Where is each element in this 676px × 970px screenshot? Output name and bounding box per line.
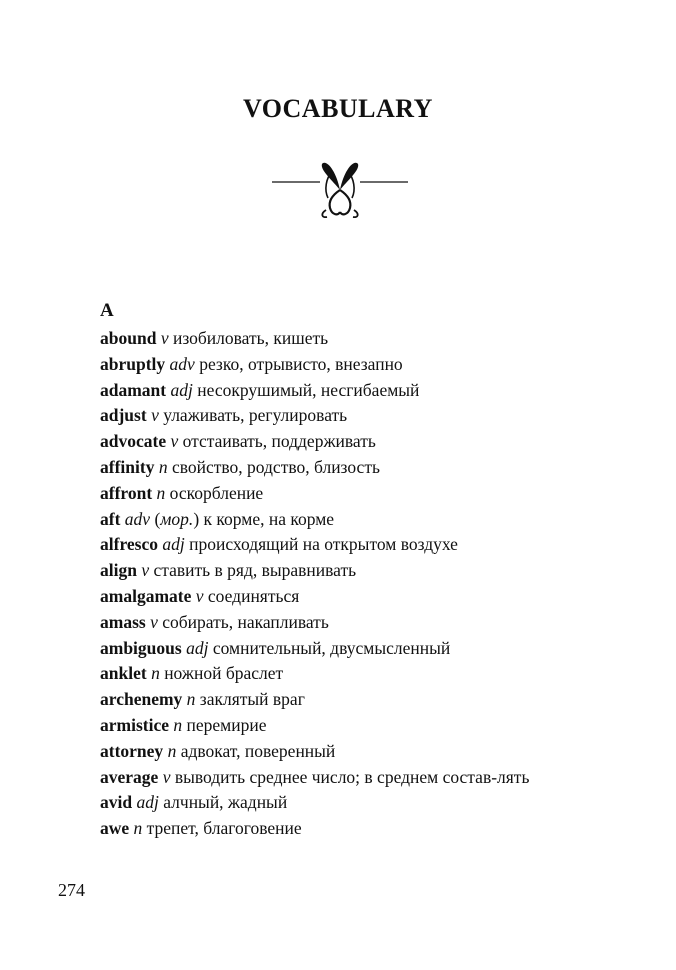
entry-word: archenemy [100,689,183,710]
vocabulary-entry [100,507,600,533]
vocabulary-entry [100,584,600,610]
vocabulary-list [100,326,600,842]
floral-ornament-icon [270,160,410,220]
entry-word: advocate [100,431,167,452]
entry-pos: v [170,431,179,452]
vocabulary-entry [100,636,600,662]
entry-word: armistice [100,714,169,735]
entry-word: attorney [100,740,164,761]
entry-translation: трепет, благоговение [146,818,302,839]
entry-translation: резко, отрывисто, внезапно [199,353,403,374]
entry-pos: v [160,328,169,348]
entry-pos: adj [136,792,159,813]
page-title: VOCABULARY [243,94,433,123]
entry-note-close: ) [193,508,200,529]
entry-note: мор. [160,508,194,529]
entry-word: abound [100,328,157,348]
entry-pos: n [133,818,143,839]
entry-translation: отстаивать, поддерживать [182,431,376,452]
entry-pos: adv [124,508,151,529]
entry-pos: n [173,714,183,735]
entry-word: affront [100,482,153,503]
vocabulary-entry [100,532,600,558]
entry-pos: v [162,766,171,787]
entry-word: amalgamate [100,585,192,606]
entry-word: aft [100,508,121,529]
entry-pos: v [151,405,159,426]
entry-word: anklet [100,663,147,684]
vocabulary-entry [100,816,600,842]
vocabulary-entry [100,610,600,636]
entry-word: abruptly [100,353,166,374]
entry-translation: оскорбление [169,482,264,503]
entry-translation: сомнительный, двусмысленный [212,637,451,658]
entry-pos: v [195,585,204,606]
entry-translation: ставить в ряд, выравнивать [153,560,357,581]
entry-pos: n [186,689,196,710]
entry-pos: v [150,611,158,632]
entry-translation: адвокат, поверенный [180,740,336,761]
vocabulary-entry [100,558,600,584]
entry-pos: n [158,456,168,477]
entry-translation: изобиловать, кишеть [172,328,329,348]
section-letter: A [100,300,114,321]
entry-pos: n [167,740,177,761]
vocabulary-entry [100,661,600,687]
entry-word: ambiguous [100,637,182,658]
page-number: 274 [58,880,85,900]
entry-translation: заклятый враг [199,689,305,710]
entry-word: amass [100,611,146,632]
entry-translation: соединяться [207,585,300,606]
vocabulary-entry [100,713,600,739]
entry-translation: выводить среднее число; в среднем состав-лять [174,766,530,787]
entry-pos: n [156,482,166,503]
entry-translation: происходящий на открытом воздухе [189,534,458,555]
entry-pos: adj [170,379,193,400]
vocabulary-entry [100,739,600,765]
entry-word: affinity [100,456,155,477]
entry-pos: v [141,560,150,581]
vocabulary-entry [100,403,600,429]
vocabulary-entry [100,481,600,507]
entry-translation: к корме, на корме [203,508,335,529]
entry-pos: adj [186,637,209,658]
vocabulary-entry [100,765,600,791]
entry-word: awe [100,818,130,839]
entry-word: adamant [100,379,167,400]
entry-translation: свойство, родство, близость [171,456,380,477]
vocabulary-entry [100,687,600,713]
vocabulary-entry [100,352,600,378]
entry-word: average [100,766,159,787]
entry-word: alfresco [100,534,158,555]
entry-note-open: ( [154,508,161,529]
vocabulary-entry [100,378,600,404]
entry-translation: перемирие [186,714,267,735]
vocabulary-entry [100,429,600,455]
entry-translation: несокрушимый, несгибаемый [197,379,420,400]
entry-word: adjust [100,405,147,426]
entry-translation: алчный, жадный [163,792,288,813]
vocabulary-entry [100,455,600,481]
entry-word: avid [100,792,133,813]
entry-pos: adj [162,534,185,555]
entry-translation: собирать, накапливать [162,611,329,632]
entry-translation: ножной браслет [164,663,284,684]
entry-translation: улаживать, регулировать [163,405,348,426]
entry-pos: n [151,663,160,684]
entry-pos: adv [169,353,195,374]
vocabulary-entry [100,326,600,352]
entry-word: align [100,560,137,581]
vocabulary-entry [100,790,600,816]
